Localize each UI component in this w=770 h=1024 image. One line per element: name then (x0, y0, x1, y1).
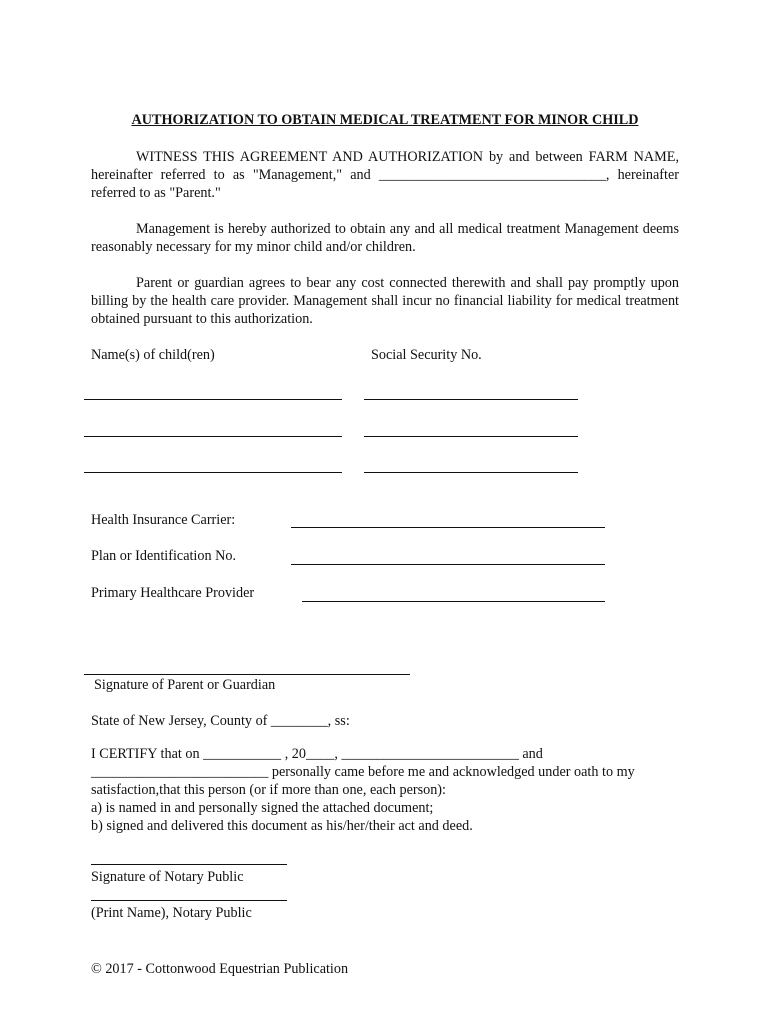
insurance-carrier-label: Health Insurance Carrier: (91, 512, 236, 528)
witness-text: WITNESS THIS AGREEMENT AND AUTHORIZATION by and between FARM NAME, hereinafter referred to as "Management," and ________________________________, hereinafter referred to as "Parent." (91, 149, 679, 201)
certify-line-3: satisfaction,that this person (or if more than one, each person): (91, 782, 446, 798)
authorization-paragraph (91, 220, 679, 256)
notary-signature-line[interactable] (91, 864, 287, 865)
plan-id-line[interactable] (291, 564, 605, 565)
ssn-header: Social Security No. (371, 347, 482, 363)
certify-line-2: _________________________ personally came before me and acknowledged under oath to my (91, 764, 635, 780)
cost-text: Parent or guardian agrees to bear any cost connected therewith and shall pay promptly upon billing by the health care provider. Management shall incur no financial liability for medical treatment obtained pursuant to this authorization. (91, 275, 679, 327)
ssn-line-3[interactable] (364, 472, 578, 473)
notary-print-name-line[interactable] (91, 900, 287, 901)
child-name-line-3[interactable] (84, 472, 342, 473)
certify-line-5: b) signed and delivered this document as his/her/their act and deed. (91, 818, 473, 834)
children-header: Name(s) of child(ren) (91, 347, 215, 363)
primary-provider-label: Primary Healthcare Provider (91, 585, 255, 601)
notary-print-name-label: (Print Name), Notary Public (91, 905, 252, 921)
child-name-line-1[interactable] (84, 399, 342, 400)
witness-paragraph (91, 148, 679, 202)
certify-line-1: I CERTIFY that on ___________ , 20____, _________________________ and (91, 746, 543, 762)
insurance-carrier-line[interactable] (291, 527, 605, 528)
notary-signature-label: Signature of Notary Public (91, 869, 244, 885)
certify-line-4: a) is named in and personally signed the attached document; (91, 800, 434, 816)
parent-signature-label: Signature of Parent or Guardian (94, 677, 276, 693)
state-county-line: State of New Jersey, County of ________, ss: (91, 713, 350, 729)
authorization-text: Management is hereby authorized to obtain any and all medical treatment Management deems reasonably necessary for my minor child and/or children. (91, 221, 679, 255)
copyright-footer: © 2017 - Cottonwood Equestrian Publication (91, 961, 349, 977)
plan-id-label: Plan or Identification No. (91, 548, 236, 564)
cost-paragraph (91, 274, 679, 328)
document-title: AUTHORIZATION TO OBTAIN MEDICAL TREATMENT FOR MINOR CHILD (131, 112, 639, 128)
child-name-line-2[interactable] (84, 436, 342, 437)
parent-signature-line[interactable] (84, 674, 410, 675)
ssn-line-2[interactable] (364, 436, 578, 437)
primary-provider-line[interactable] (302, 601, 605, 602)
ssn-line-1[interactable] (364, 399, 578, 400)
